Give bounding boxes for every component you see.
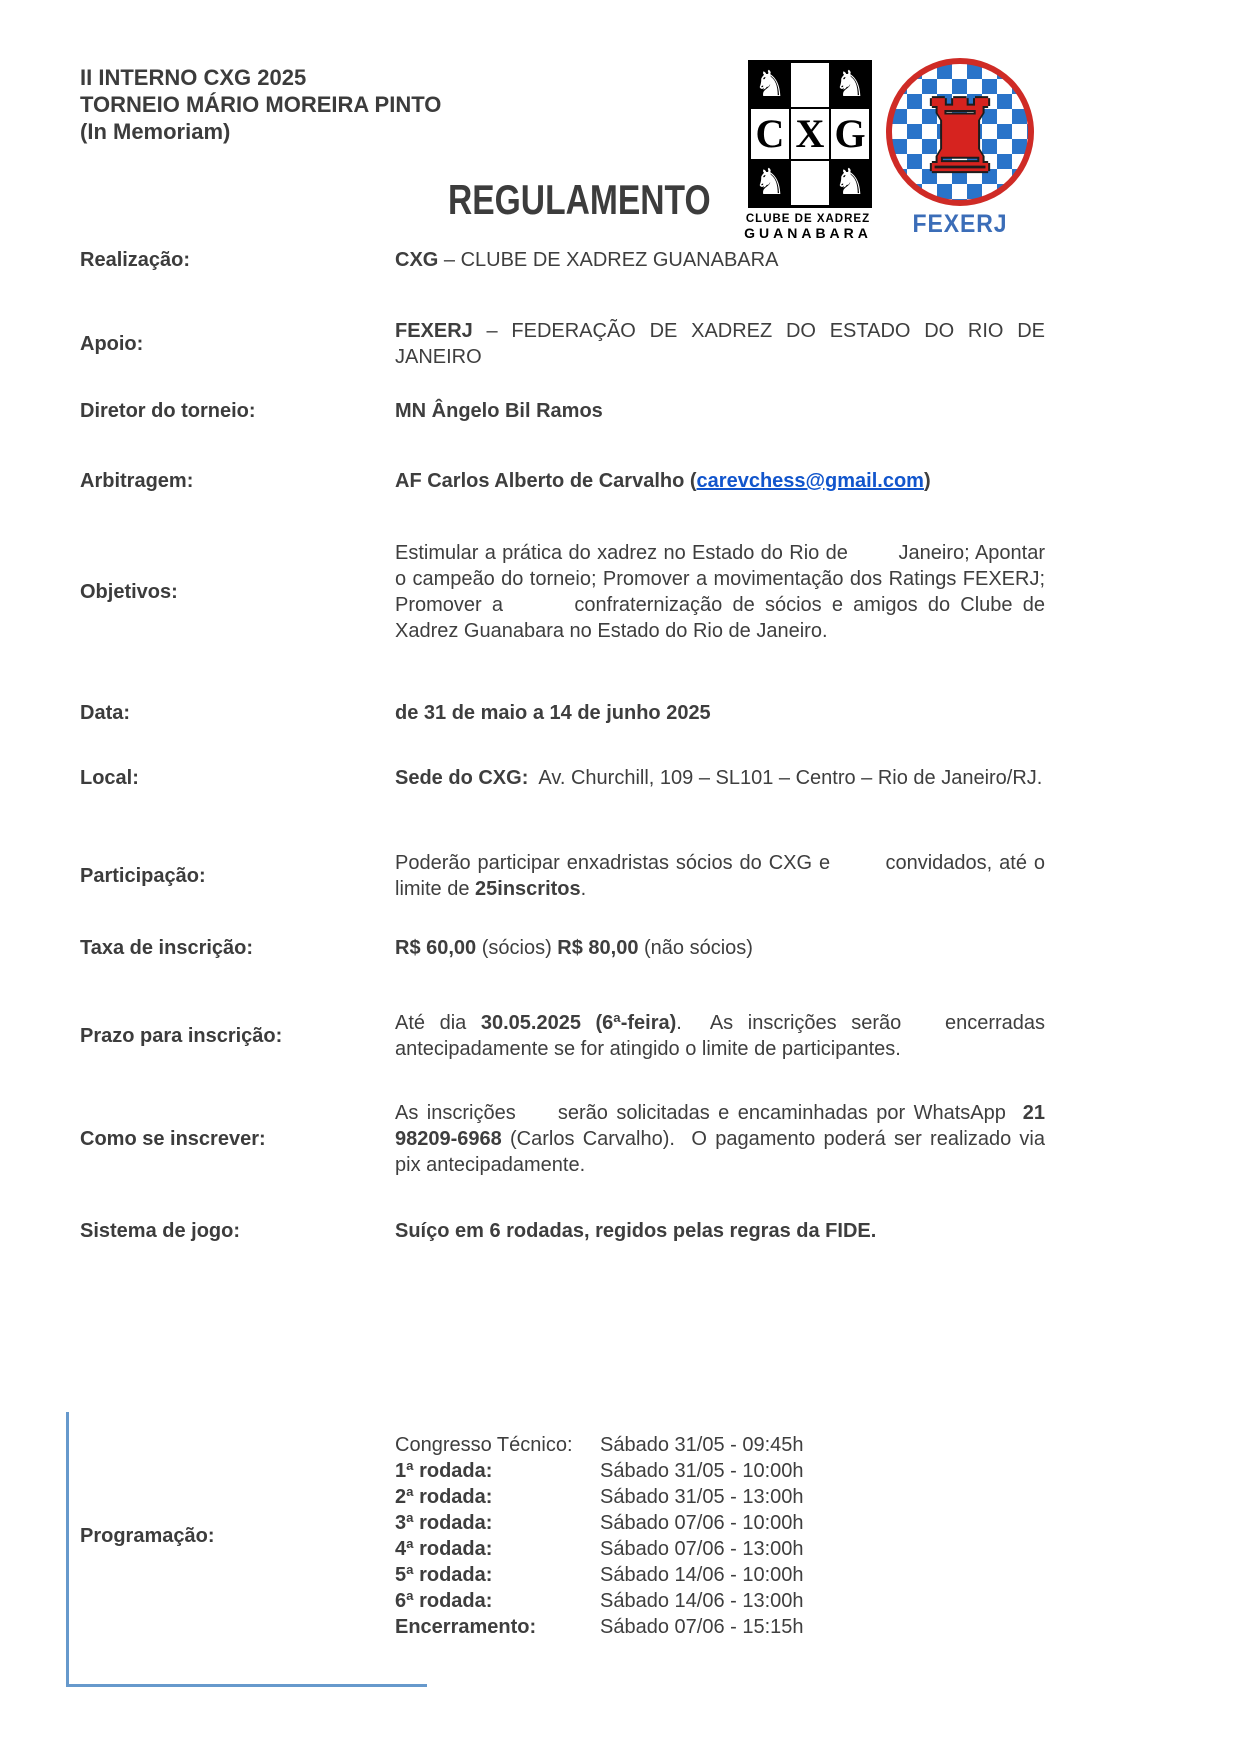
cxg-caption-line1: CLUBE DE XADREZ — [745, 213, 871, 225]
schedule-event: 6ª rodada: — [395, 1590, 493, 1612]
schedule-event: 5ª rodada: — [395, 1564, 493, 1586]
row-realizacao — [80, 247, 1045, 273]
schedule-row — [395, 1432, 1045, 1458]
cxg-letter-c: C — [755, 111, 785, 156]
knight-icon: ♞ — [833, 162, 867, 203]
field-value: Até dia 30.05.2025 (6ª-feira). As inscrições serão encerradas antecipadamente se for atingido o limite de participantes. — [395, 1012, 1051, 1060]
knight-icon: ♞ — [753, 162, 787, 203]
row-objetivos — [80, 540, 1084, 644]
row-diretor — [80, 398, 1045, 424]
schedule-time: Sábado 07/06 - 10:00h — [600, 1512, 804, 1534]
field-value: de 31 de maio a 14 de junho 2025 — [395, 702, 711, 724]
cxg-caption — [740, 213, 876, 241]
field-value: FEXERJ – FEDERAÇÃO DE XADREZ DO ESTADO DO RIO DE JANEIRO — [395, 320, 1051, 368]
fexerj-emblem — [886, 58, 1034, 206]
cxg-caption-line2: GUANABARA — [744, 225, 872, 241]
row-prazo — [80, 1010, 1051, 1062]
schedule-time: Sábado 31/05 - 09:45h — [600, 1434, 804, 1456]
row-sistema — [80, 1218, 1045, 1244]
schedule-event: Congresso Técnico: — [395, 1434, 573, 1456]
row-como-inscrever — [80, 1100, 1051, 1178]
field-value: As inscrições serão solicitadas e encaminhadas por WhatsApp 21 98209-6968 (Carlos Carvalho). O pagamento poderá ser realizado via pix antecipadamente. — [395, 1102, 1051, 1176]
schedule-time: Sábado 07/06 - 13:00h — [600, 1538, 804, 1560]
rook-icon: ♜ — [915, 78, 1005, 195]
row-programacao — [80, 1432, 1045, 1640]
page-title — [80, 64, 441, 145]
schedule-row — [395, 1614, 1045, 1640]
email-link[interactable]: carevchess@gmail.com — [696, 470, 924, 492]
schedule-row — [395, 1588, 1045, 1614]
knight-icon: ♞ — [833, 64, 867, 105]
field-label: Programação: — [80, 1524, 215, 1547]
field-label: Data: — [80, 701, 131, 724]
field-label: Realização: — [80, 248, 191, 271]
field-value: CXG – CLUBE DE XADREZ GUANABARA — [395, 249, 779, 271]
field-value: Suíço em 6 rodadas, regidos pelas regras da FIDE. — [395, 1220, 877, 1242]
field-label: Sistema de jogo: — [80, 1219, 241, 1242]
field-label: Taxa de inscrição: — [80, 936, 254, 959]
schedule-row — [395, 1536, 1045, 1562]
title-line-3: (In Memoriam) — [80, 119, 231, 144]
cxg-logo — [744, 60, 872, 241]
schedule-event: 1ª rodada: — [395, 1460, 493, 1482]
row-taxa — [80, 935, 1045, 961]
schedule-time: Sábado 07/06 - 15:15h — [600, 1616, 804, 1638]
schedule-time: Sábado 14/06 - 13:00h — [600, 1590, 804, 1612]
row-apoio — [80, 318, 1051, 370]
schedule-time: Sábado 14/06 - 10:00h — [600, 1564, 804, 1586]
field-label: Apoio: — [80, 332, 144, 355]
row-local — [80, 765, 1045, 791]
fexerj-logo — [886, 58, 1034, 239]
schedule-table — [395, 1432, 1045, 1640]
field-value: R$ 60,00 (sócios) R$ 80,00 (não sócios) — [395, 937, 753, 959]
field-label: Participação: — [80, 864, 206, 887]
row-arbitragem — [80, 468, 1045, 494]
schedule-event: 2ª rodada: — [395, 1486, 493, 1508]
field-value: Estimular a prática do xadrez no Estado do Rio de Janeiro; Apontar o campeão do torneio; Promover a movimentação dos Ratings FEXERJ; Promover a confraternização de sócios e amigos do Clube de Xadrez Guanabara no Estado do Rio de Janeiro. — [395, 542, 1084, 642]
field-value: Sede do CXG: Av. Churchill, 109 – SL101 – Centro – Rio de Janeiro/RJ. — [395, 767, 1043, 789]
schedule-event: 3ª rodada: — [395, 1512, 493, 1534]
schedule-time: Sábado 31/05 - 13:00h — [600, 1486, 804, 1508]
cxg-letter-x: X — [795, 111, 825, 156]
fexerj-caption: FEXERJ — [912, 210, 1008, 238]
title-line-1: II INTERNO CXG 2025 — [80, 65, 307, 90]
knight-icon: ♞ — [753, 64, 787, 105]
field-label: Objetivos: — [80, 580, 178, 603]
schedule-row — [395, 1510, 1045, 1536]
schedule-row — [395, 1458, 1045, 1484]
row-data — [80, 700, 1045, 726]
field-value: MN Ângelo Bil Ramos — [395, 400, 603, 422]
row-participacao — [80, 850, 1051, 902]
regulamento-heading: REGULAMENTO — [448, 176, 711, 223]
field-label: Arbitragem: — [80, 469, 194, 492]
field-label: Diretor do torneio: — [80, 399, 256, 422]
field-label: Como se inscrever: — [80, 1127, 266, 1150]
field-label: Prazo para inscrição: — [80, 1024, 283, 1047]
schedule-event: 4ª rodada: — [395, 1538, 493, 1560]
title-line-2: TORNEIO MÁRIO MOREIRA PINTO — [80, 92, 442, 117]
schedule-time: Sábado 31/05 - 10:00h — [600, 1460, 804, 1482]
field-value: AF Carlos Alberto de Carvalho (carevchess@gmail.com) — [395, 470, 931, 492]
cxg-chessboard — [748, 60, 872, 208]
schedule-event: Encerramento: — [395, 1616, 537, 1638]
schedule-row — [395, 1484, 1045, 1510]
field-label: Local: — [80, 766, 139, 789]
cxg-letter-g: G — [834, 111, 866, 156]
schedule-row — [395, 1562, 1045, 1588]
field-value: Poderão participar enxadristas sócios do CXG e convidados, até o limite de 25inscritos. — [395, 852, 1051, 900]
